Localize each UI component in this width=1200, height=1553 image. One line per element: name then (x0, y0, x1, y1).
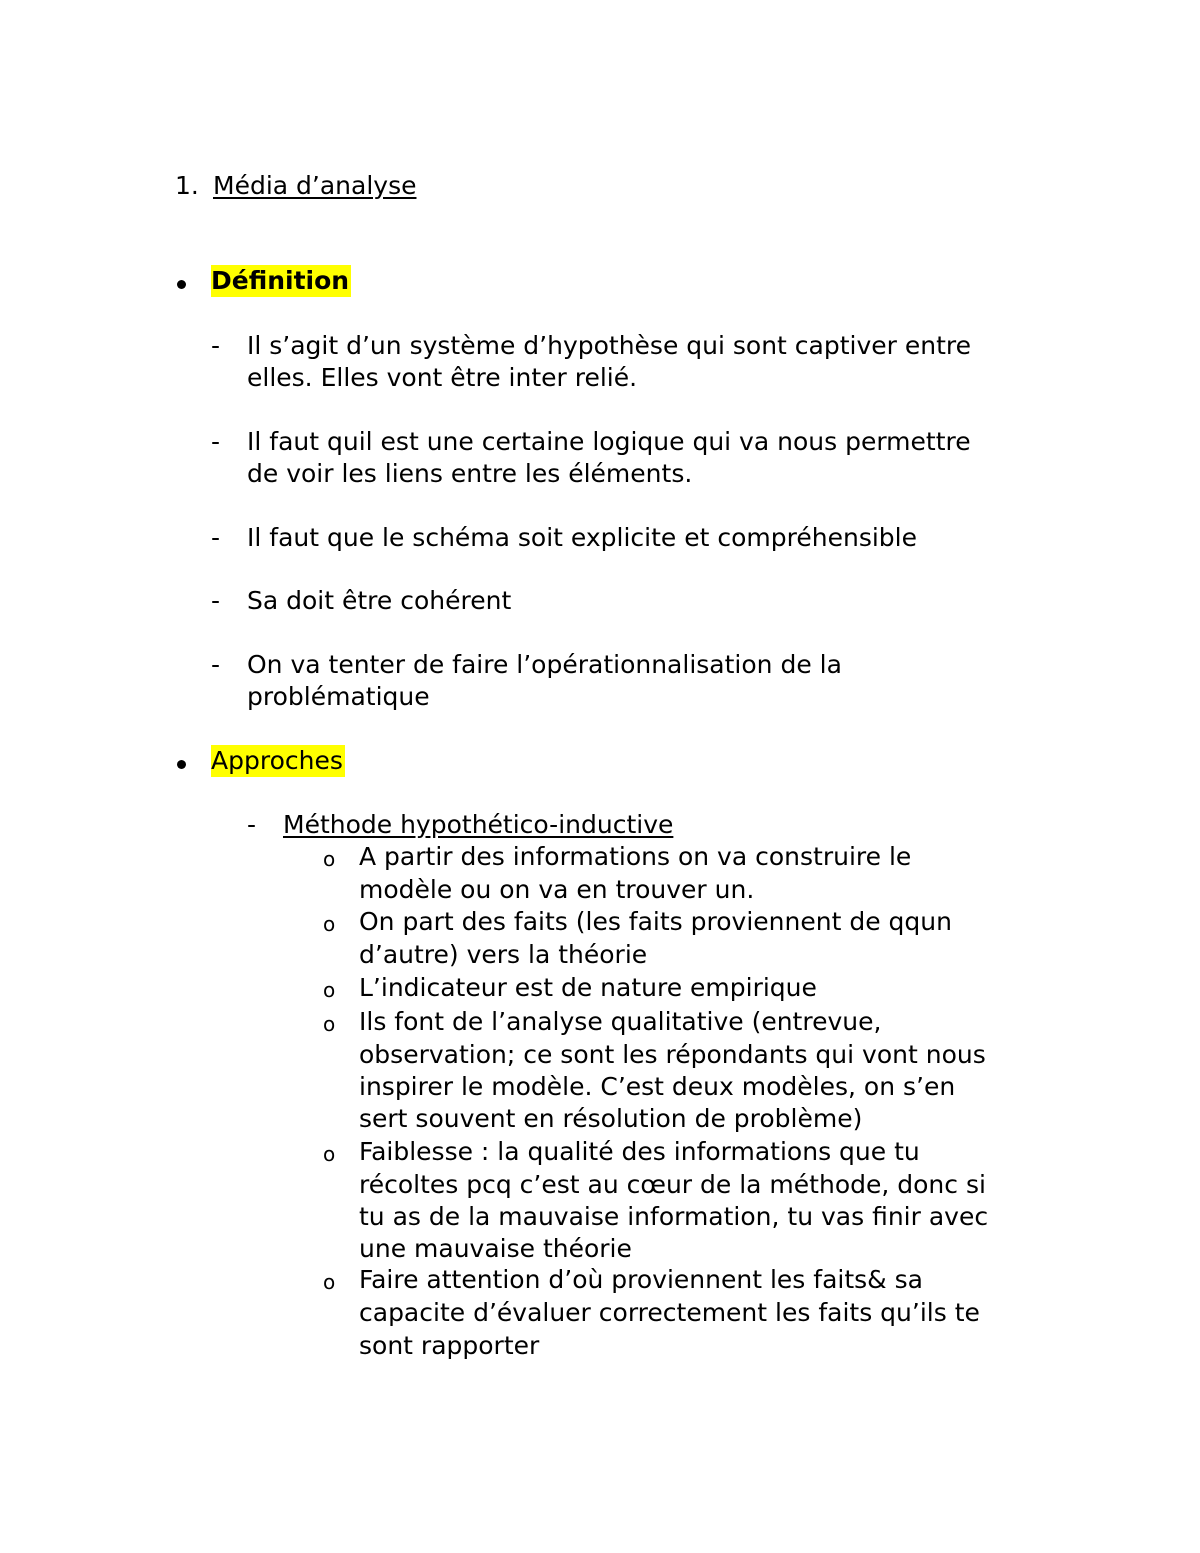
point-line: Faiblesse : la qualité des informations que tu (359, 1137, 920, 1166)
point-line: une mauvaise théorie (359, 1234, 632, 1263)
circle-marker: o (323, 978, 336, 1002)
list-item-line: Il faut que le schéma soit explicite et compréhensible (247, 523, 917, 552)
point-line: modèle ou on va en trouver un. (359, 875, 755, 904)
circle-marker: o (323, 847, 336, 871)
section-approches-title (211, 745, 345, 777)
point-line: Faire attention d’où proviennent les faits& sa (359, 1265, 923, 1294)
point-line: d’autre) vers la théorie (359, 940, 648, 969)
list-item-line: elles. Elles vont être inter relié. (247, 363, 638, 392)
list-item-line: Sa doit être cohérent (247, 586, 512, 615)
bullet-dot-icon (177, 280, 186, 289)
section-title-highlight: Définition (211, 266, 350, 295)
circle-marker: o (323, 1270, 336, 1294)
heading-number: 1. (175, 171, 199, 200)
section-definition-title (211, 265, 351, 297)
point-line: récoltes pcq c’est au cœur de la méthode, donc si (359, 1170, 986, 1199)
subsection-title: Méthode hypothético-inductive (283, 810, 674, 839)
dash-marker: - (211, 331, 221, 360)
point-line: sert souvent en résolution de problème) (359, 1104, 863, 1133)
point-line: On part des faits (les faits proviennent de qqun (359, 907, 952, 936)
list-item-line: On va tenter de faire l’opérationnalisation de la (247, 650, 842, 679)
list-item-line: Il s’agit d’un système d’hypothèse qui sont captiver entre (247, 331, 972, 360)
point-line: A partir des informations on va construire le (359, 842, 912, 871)
point-line: observation; ce sont les répondants qui vont nous (359, 1040, 986, 1069)
bullet-dot-icon (177, 760, 186, 769)
heading-title: Média d’analyse (213, 171, 417, 200)
list-item-line: Il faut quil est une certaine logique qui va nous permettre (247, 427, 971, 456)
point-line: sont rapporter (359, 1331, 540, 1360)
section-title-highlight: Approches (211, 746, 343, 775)
point-line: inspirer le modèle. C’est deux modèles, on s’en (359, 1072, 956, 1101)
dash-marker: - (211, 586, 221, 615)
circle-marker: o (323, 1012, 336, 1036)
dash-marker: - (247, 810, 257, 839)
point-line: L’indicateur est de nature empirique (359, 973, 817, 1002)
dash-marker: - (211, 427, 221, 456)
circle-marker: o (323, 1142, 336, 1166)
list-item-line: de voir les liens entre les éléments. (247, 459, 693, 488)
dash-marker: - (211, 650, 221, 679)
dash-marker: - (211, 523, 221, 552)
circle-marker: o (323, 912, 336, 936)
point-line: Ils font de l’analyse qualitative (entrevue, (359, 1007, 882, 1036)
point-line: tu as de la mauvaise information, tu vas finir avec (359, 1202, 989, 1231)
list-item-line: problématique (247, 682, 430, 711)
point-line: capacite d’évaluer correctement les faits qu’ils te (359, 1298, 980, 1327)
